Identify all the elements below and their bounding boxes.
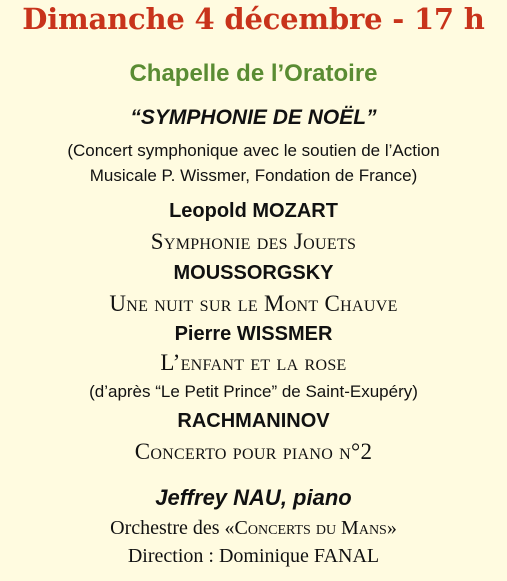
orchestra [0, 517, 507, 540]
subtitle-line-1: (Concert symphonique avec le soutien de l’Action [67, 141, 440, 160]
work-3-note: (d’après “Le Petit Prince” de Saint-Exupéry) [89, 382, 418, 401]
soloist: Jeffrey NAU, piano [155, 485, 352, 510]
venue-name: Chapelle de l’Oratoire [129, 60, 378, 87]
work-2: Une nuit sur le Mont Chauve [109, 291, 398, 316]
conductor: Direction : Dominique FANAL [127, 545, 380, 567]
orchestra-suffix: » [386, 517, 397, 539]
orchestra-prefix: Orchestre des « [110, 517, 235, 539]
composer-1: Leopold MOZART [169, 200, 338, 222]
composer-3: Pierre WISSMER [174, 323, 333, 345]
composer-2: MOUSSORGSKY [173, 262, 334, 284]
composer-4: RACHMANINOV [177, 410, 330, 432]
work-3: L’enfant et la rose [160, 350, 347, 375]
work-1: Symphonie des Jouets [150, 229, 357, 254]
orchestra-name: Concerts du Mans [234, 517, 387, 539]
concert-title: “SYMPHONIE DE NOËL” [130, 106, 377, 129]
subtitle-line-2: Musicale P. Wissmer, Fondation de France) [89, 166, 418, 185]
work-4: Concerto pour piano n°2 [134, 439, 373, 464]
concert-date: Dimanche 4 décembre - 17 h [22, 2, 485, 36]
